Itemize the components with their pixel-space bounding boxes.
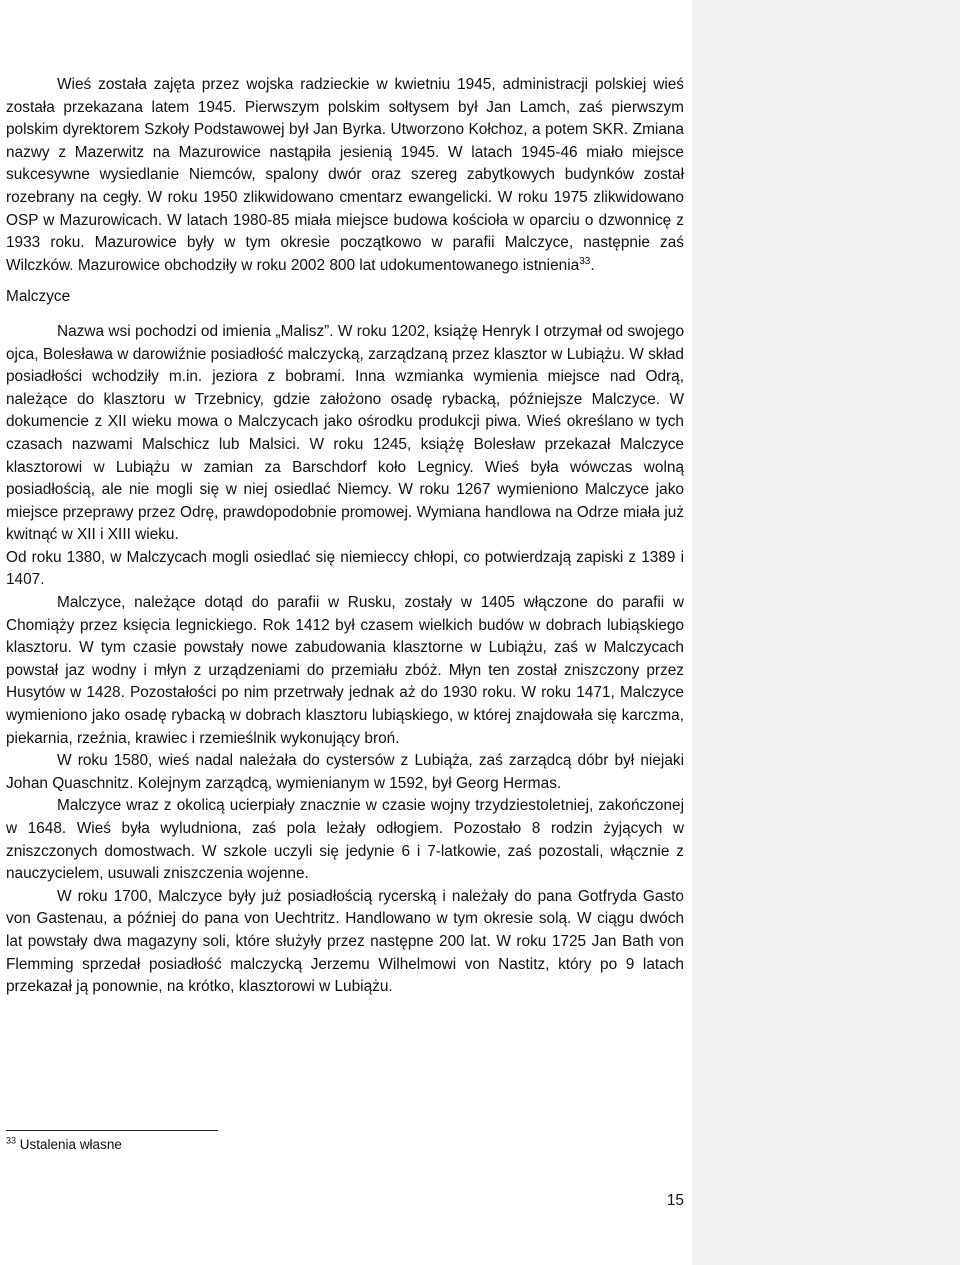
footnote-text: Ustalenia własne	[19, 1137, 122, 1152]
comment-margin-pane	[692, 0, 960, 1265]
paragraph-3: Od roku 1380, w Malczycach mogli osiedlać się niemieccy chłopi, co potwierdzają zapiski z 1389 i 1407.	[6, 548, 684, 589]
paragraph-7: W roku 1700, Malczyce były już posiadłością rycerską i należały do pana Gotfryda Gasto von Gastenau, a później do pana von Uechtritz. Handlowano w tym okresie solą. W ciągu dwóch lat powstały dwa magazyny soli, które służyły przez następne 200 lat. W roku 1725 Jan Bath von Flemming sprzedał posiadłość malczycką Jerzemu Wilhelmowi von Nastitz, który po 9 latach przekazał ją ponownie, na krótko, klasztorowi w Lubiążu.	[6, 887, 684, 996]
footnote-number: 33	[6, 1135, 17, 1146]
paragraph-1	[6, 74, 684, 277]
section-heading: Malczyce	[6, 288, 71, 306]
footnote	[6, 1135, 646, 1155]
paragraph-6: Malczyce wraz z okolicą ucierpiały znacznie w czasie wojny trzydziestoletniej, zakończonej w 1648. Wieś była wyludniona, zaś pola leżały odłogiem. Pozostało 8 rodzin żyjących w zniszczonych domostwach. W szkole uczyli się jedynie 6 i 7-latkowie, zaś pozostali, włącznie z nauczycielem, usuwali zniszczenia wojenne.	[6, 797, 684, 883]
paragraph-2: Nazwa wsi pochodzi od imienia „Malisz”. W roku 1202, książę Henryk I otrzymał od swojego ojca, Bolesława w darowiźnie posiadłość malczycką, zarządzaną przez klasztor w Lubiążu. W skład posiadłości wchodziły m.in. jeziora z bobrami. Inna wzmianka wymienia miejsce nad Odrą, należące do klasztoru w Trzebnicy, gdzie założono osadę rybacką, późniejsze Malczyce. W dokumencie z XII wieku mowa o Malczycach jako ośrodku produkcji piwa. Wieś określano w tych czasach nazwami Malschicz lub Malsici. W roku 1245, książę Bolesław przekazał Malczyce klasztorowi w Lubiążu w zamian za Barschdorf koło Legnicy. Wieś była wówczas wolną posiadłością, ale nie mogli się w niej osiedlać Niemcy. W roku 1267 wymieniono Malczyce jako miejsce przeprawy przez Odrę, prawdopodobnie promowej. Wymiana handlowa na Odrze miała już kwitnąć w XII i XIII wieku.	[6, 322, 684, 544]
paragraph-1-text: Wieś została zajęta przez wojska radzieckie w kwietniu 1945, administracji polskiej wieś została przekazana latem 1945. Pierwszym polskim sołtysem był Jan Lamch, zaś pierwszym polskim dyrektorem Szkoły Podstawowej był Jan Byrka. Utworzono Kołchoz, a potem SKR. Zmiana nazwy z Mazerwitz na Mazurowice nastąpiła jesienią 1945. W latach 1945-46 miało miejsce sukcesywne wysiedlanie Niemców, spalony dwór oraz szereg zabytkowych budynków został rozebrany na cegły. W roku 1950 zlikwidowano cmentarz ewangelicki. W roku 1975 zlikwidowano OSP w Mazurowicach. W latach 1980-85 miała miejsce budowa kościoła w oparciu o dzwonnicę z 1933 roku. Mazurowice były w tym okresie początkowo w parafii Malczyce, następnie zaś Wilczków. Mazurowice obchodziły w roku 2002 800 lat udokumentowanego istnienia	[6, 76, 684, 274]
footnote-reference[interactable]: 33	[579, 255, 591, 267]
page-number: 15	[666, 1192, 684, 1209]
paragraph-5: W roku 1580, wieś nadal należała do cystersów z Lubiąża, zaś zarządcą dóbr był niejaki Johan Quaschnitz. Kolejnym zarządcą, wymienianym w 1592, był Georg Hermas.	[6, 752, 684, 792]
paragraph-1-tail: .	[590, 256, 595, 274]
footnote-separator	[6, 1130, 218, 1131]
body-text	[6, 74, 684, 999]
paragraph-4: Malczyce, należące dotąd do parafii w Rusku, zostały w 1405 włączone do parafii w Chomiąży przez księcia legnickiego. Rok 1412 był czasem wielkich budów w dobrach lubiąskiego klasztoru. W tym czasie powstały nowe zabudowania klasztorne w Lubiążu, zaś w Malczycach powstał jaz wodny i młyn z urządzeniami do przemiału zbóż. Młyn ten został zniszczony przez Husytów w 1428. Pozostałości po nim przetrwały jednak aż do 1930 roku. W roku 1471, Malczyce wymieniono jako osadę rybacką w dobrach klasztoru lubiąskiego, w której znajdowała się karczma, piekarnia, rzeźnia, krawiec i rzemieślnik wykonujący broń.	[6, 594, 684, 747]
